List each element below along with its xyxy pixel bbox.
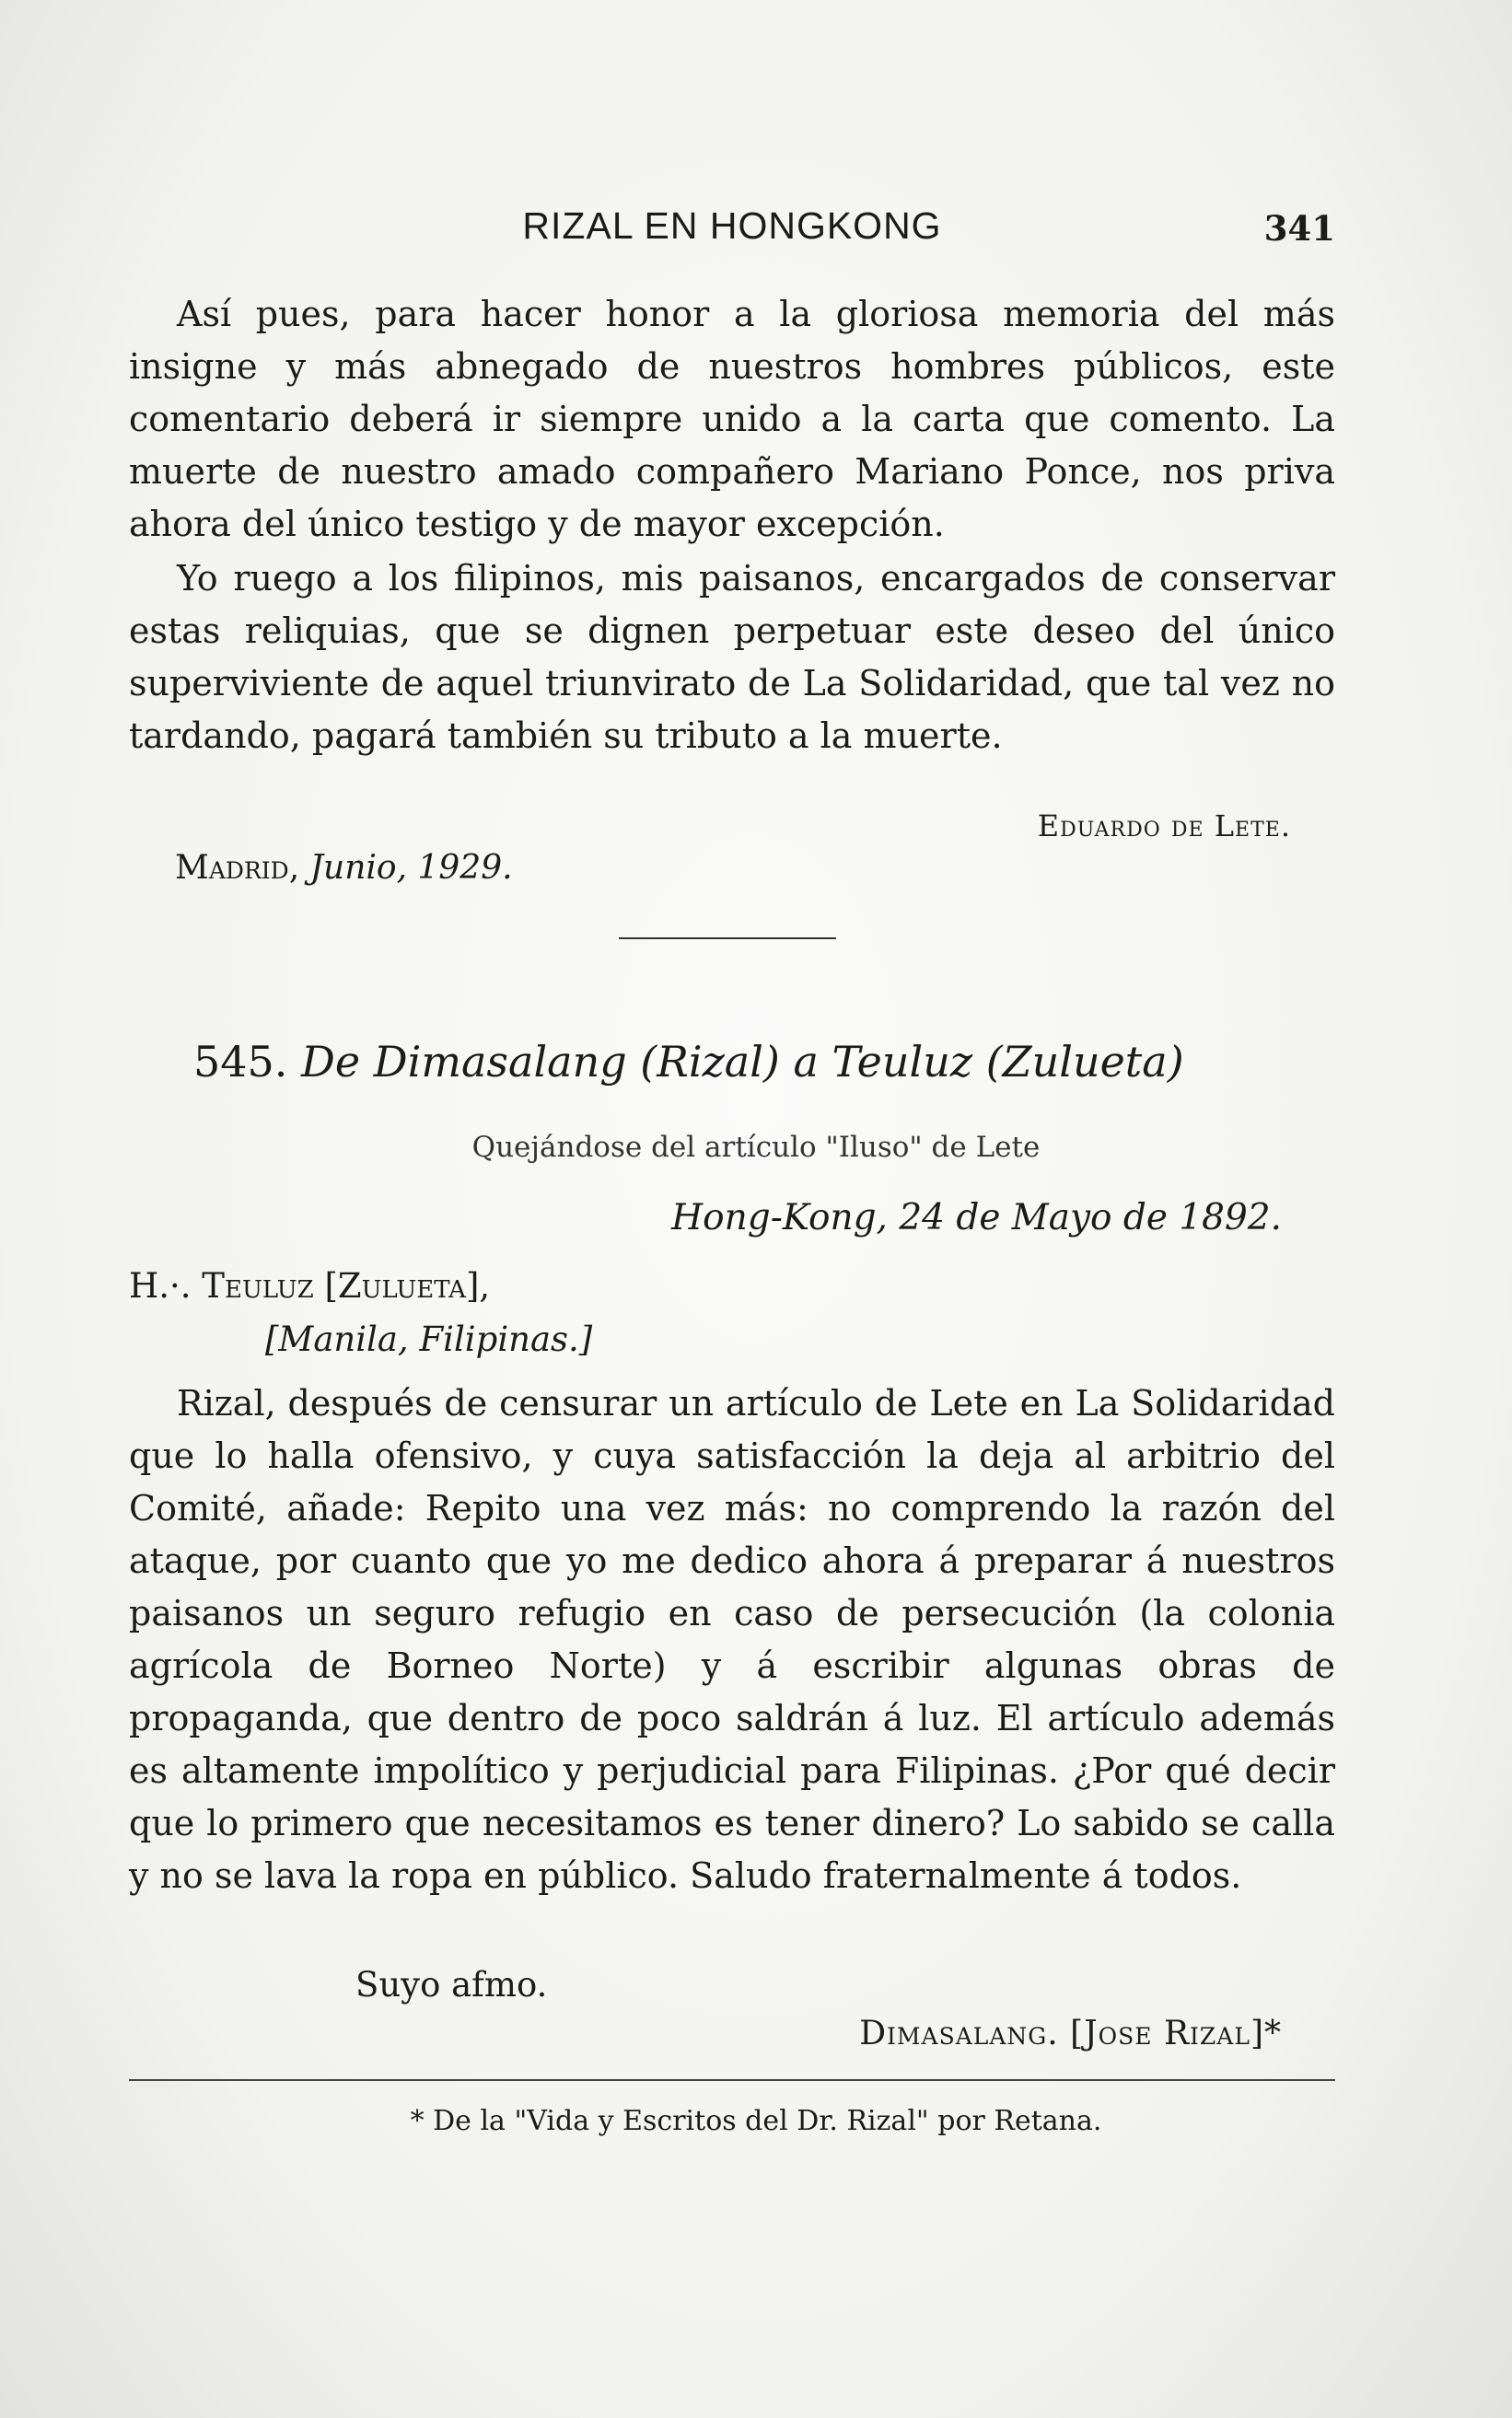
section-divider xyxy=(619,937,836,939)
intro-paragraph-1: Así pues, para hacer honor a la gloriosa memoria del más insigne y más abnegado de nuestros hombres públicos, este comentario deberá ir siempre unido a la carta que comento. La muerte de nuestro amado compañero Mariano Ponce, nos priva ahora del único testigo y de mayor excepción. xyxy=(129,294,1335,544)
dateline-date: Junio, 1929. xyxy=(309,849,513,887)
page-header xyxy=(129,204,1335,260)
rizal-signature: Dimasalang. [Jose Rizal]* xyxy=(859,2015,1282,2052)
page-number: 341 xyxy=(1263,208,1335,249)
dateline-place: Madrid, xyxy=(175,849,300,887)
letter-dateline: Hong-Kong, 24 de Mayo de 1892. xyxy=(671,1197,1282,1238)
intro-paragraph-2: Yo ruego a los filipinos, mis paisanos, encargados de conservar estas reliquias, que se dignen perpetuar este deseo del único superviviente de aquel triunvirato de La Solidaridad, que tal vez no tardando, pagará también su tributo a la muerte. xyxy=(129,558,1335,756)
letter-addressee xyxy=(129,1260,592,1366)
letter-body: Rizal, después de censurar un artículo de Lete en La Solidaridad que lo halla ofensivo, y cuya satisfacción la deja al arbitrio del Comité, añade: Repito una vez más: no comprendo la razón del ataque, por cuanto que yo me dedico ahora á preparar á nuestros paisanos un seguro refugio en caso de persecución (la colonia agrícola de Borneo Norte) y á escribir algunas obras de propaganda, que dentro de poco saldrán á luz. El artículo además es altamente impolítico y perjudicial para Filipinas. ¿Por qué decir que lo primero que necesitamos es tener dinero? Lo sabido se calla y no se lava la ropa en público. Saludo fraternalmente á todos. xyxy=(129,1383,1335,1896)
letter-closing: Suyo afmo. xyxy=(355,1965,548,2005)
running-title: RIZAL EN HONGKONG xyxy=(522,204,942,247)
letter-number: 545. xyxy=(193,1037,288,1087)
letter-title: De Dimasalang (Rizal) a Teuluz (Zulueta) xyxy=(301,1037,1184,1087)
letter-heading xyxy=(193,1037,1184,1087)
footnote-rule xyxy=(129,2079,1335,2081)
addressee-name: H.·. Teuluz [Zulueta], xyxy=(129,1266,491,1306)
addressee-place: [Manila, Filipinas.] xyxy=(265,1319,593,1359)
footnote: * De la "Vida y Escritos del Dr. Rizal" por Retana. xyxy=(410,2105,1102,2137)
madrid-dateline xyxy=(175,849,513,887)
lete-signature: Eduardo de Lete. xyxy=(1037,808,1291,843)
letter-subtitle: Quejándose del artículo "Iluso" de Lete xyxy=(471,1131,1041,1164)
